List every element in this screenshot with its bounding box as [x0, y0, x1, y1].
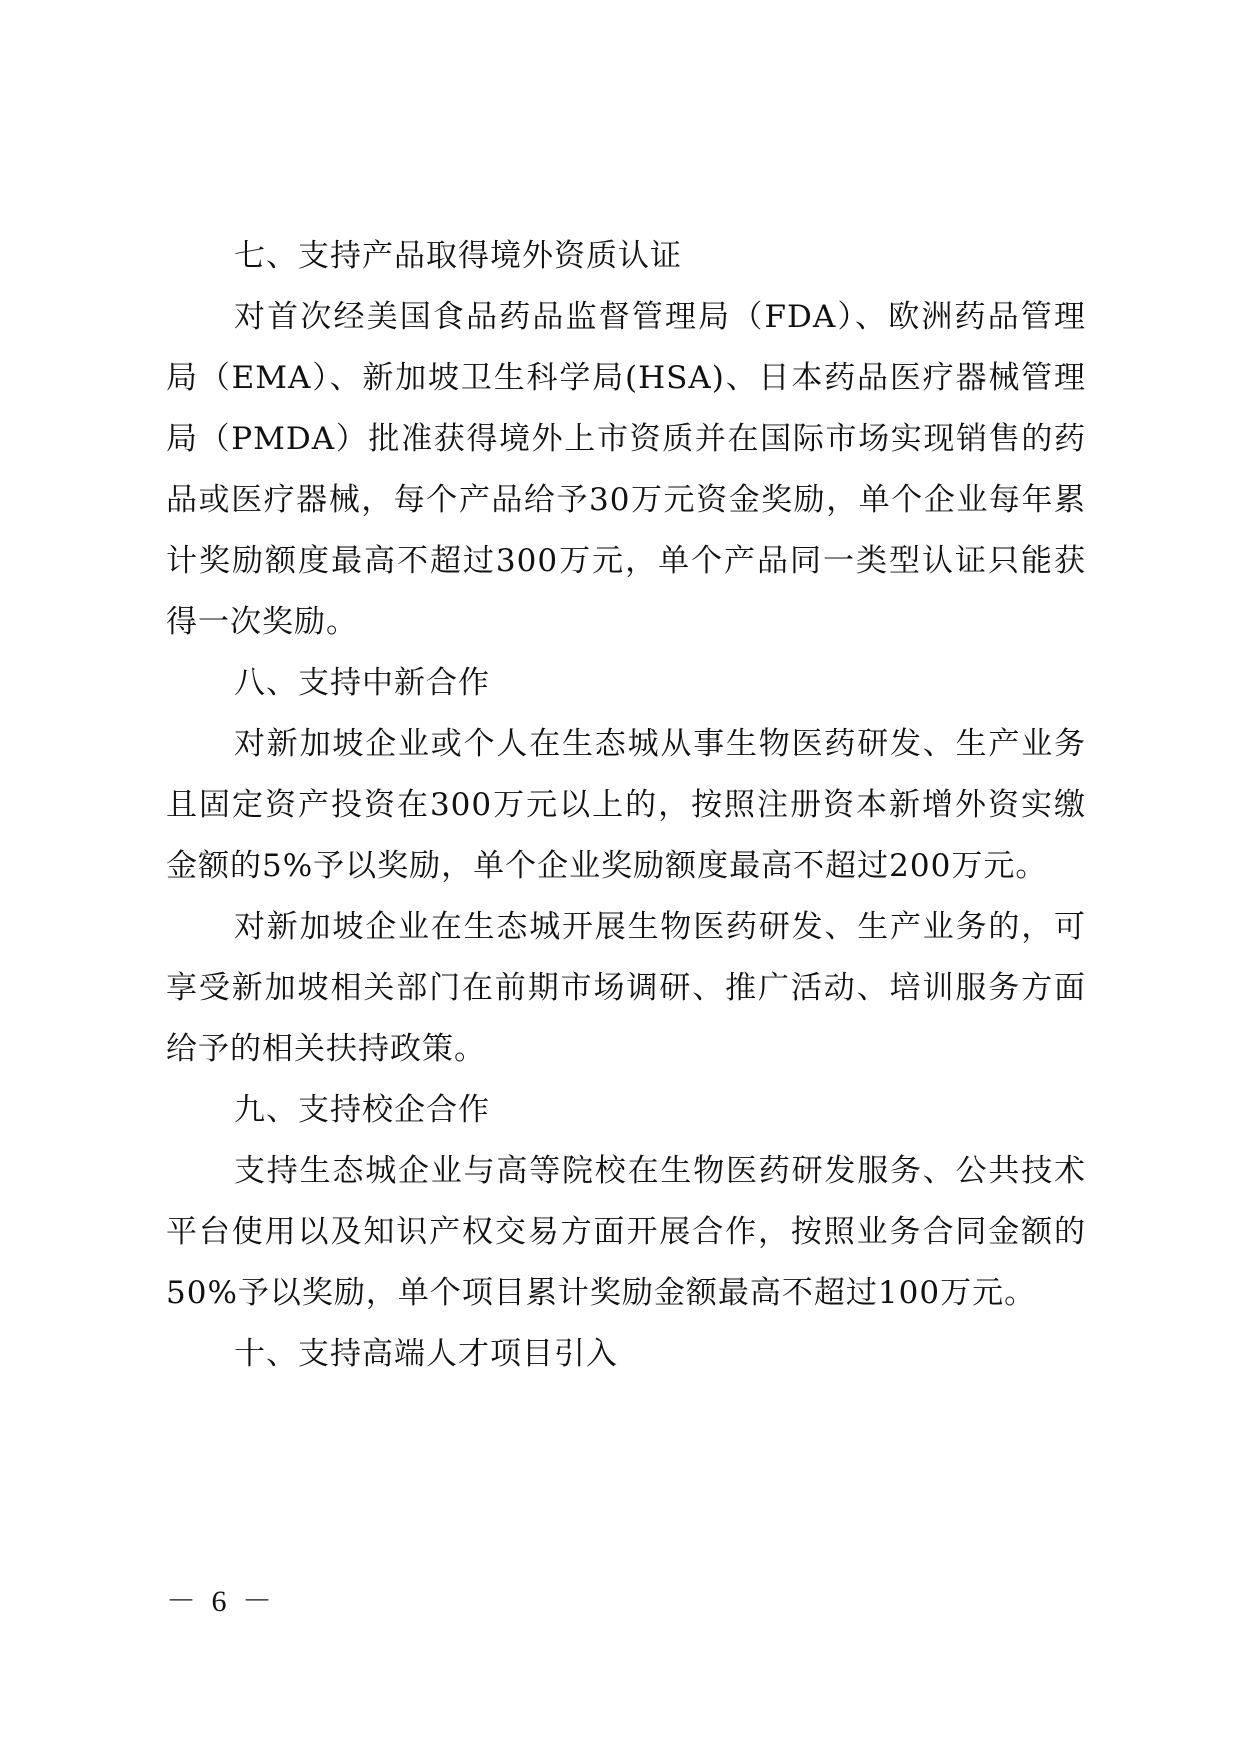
section-8-paragraph-2: 对新加坡企业在生态城开展生物医药研发、生产业务的，可享受新加坡相关部门在前期市场调研、推广活动、培训服务方面给予的相关扶持政策。 [166, 909, 1086, 1067]
section-9-paragraph: 支持生态城企业与高等院校在生物医药研发服务、公共技术平台使用以及知识产权交易方面开展合作，按照业务合同金额的50%予以奖励，单个项目累计奖励金额最高不超过100万元。 [166, 1153, 1086, 1311]
page-number: － 6 － [166, 1585, 276, 1618]
section-heading-9: 九、支持校企合作 [234, 1092, 490, 1128]
section-heading-10: 十、支持高端人才项目引入 [234, 1336, 618, 1372]
section-heading-8: 八、支持中新合作 [234, 665, 490, 701]
section-heading-7: 七、支持产品取得境外资质认证 [234, 238, 682, 274]
section-8-paragraph-1: 对新加坡企业或个人在生态城从事生物医药研发、生产业务且固定资产投资在300万元以上的，按照注册资本新增外资实缴金额的5%予以奖励，单个企业奖励额度最高不超过200万元。 [166, 726, 1086, 884]
document-body [166, 226, 1086, 1385]
section-7-paragraph: 对首次经美国食品药品监督管理局（FDA）、欧洲药品管理局（EMA）、新加坡卫生科学局(HSA)、日本药品医疗器械管理局（PMDA）批准获得境外上市资质并在国际市场实现销售的药品或医疗器械，每个产品给予30万元资金奖励，单个企业每年累计奖励额度最高不超过300万元，单个产品同一类型认证只能获得一次奖励。 [166, 299, 1086, 640]
